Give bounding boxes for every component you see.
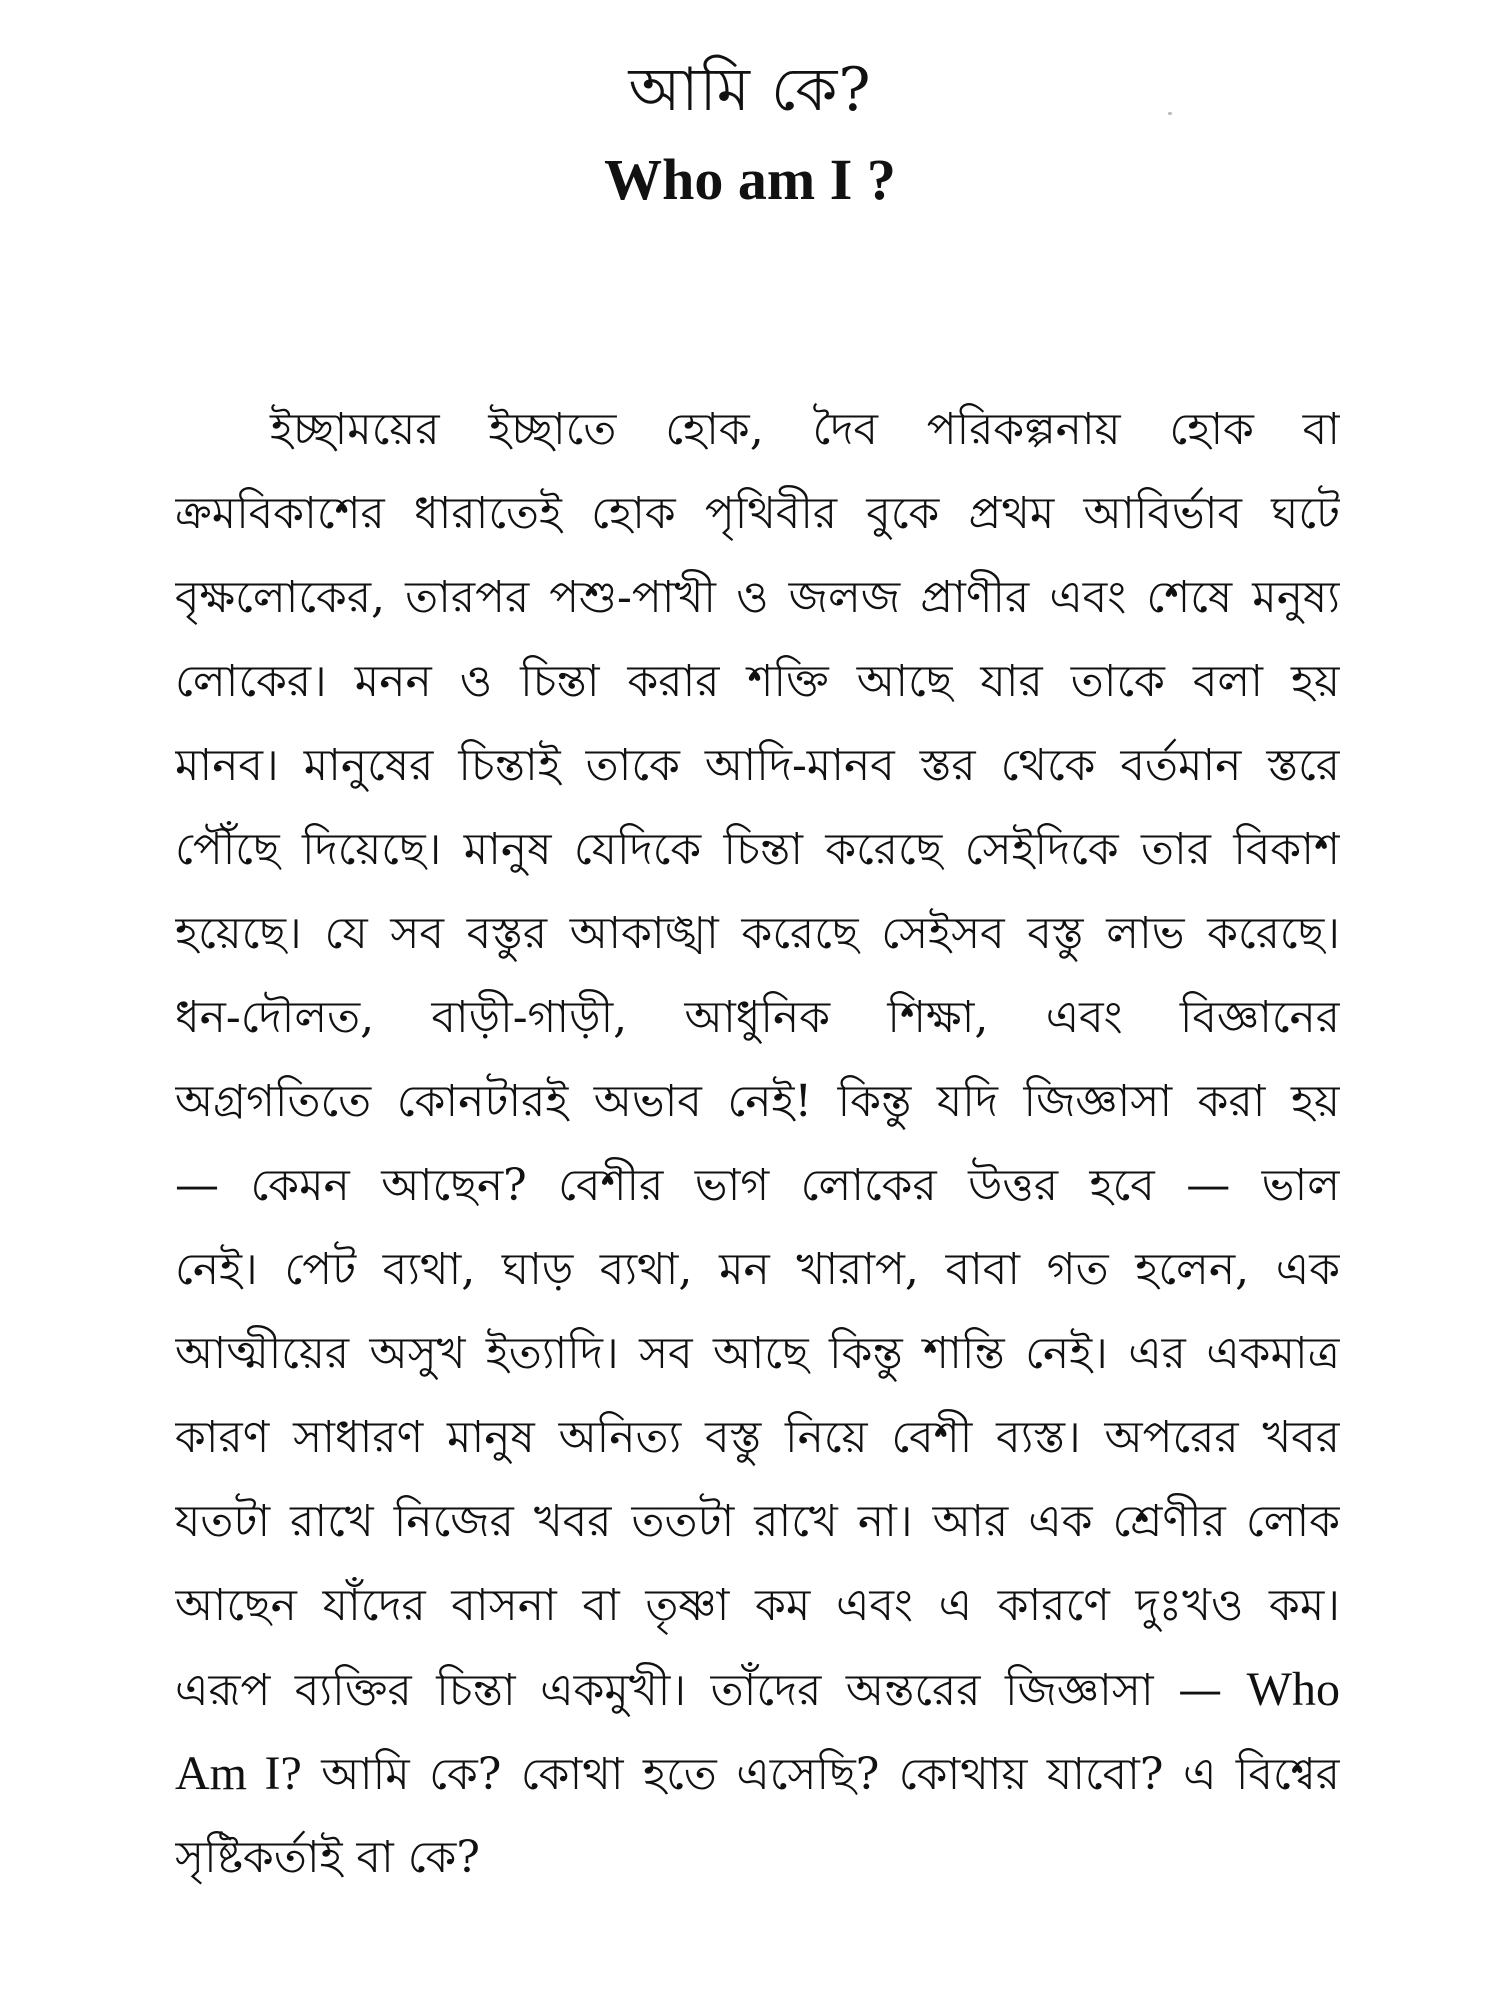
page-title-bengali: আমি কে? [628,55,872,125]
text-line-mixed [175,1648,1340,1732]
text-line: পৌঁছে দিয়েছে। মানুষ যেদিকে চিন্তা করেছে সেইদিকে তার বিকাশ [175,824,1340,875]
text-line: নেই। পেট ব্যথা, ঘাড় ব্যথা, মন খারাপ, বাবা গত হলেন, এক [175,1244,1340,1295]
text-line: ক্রমবিকাশের ধারাতেই হোক পৃথিবীর বুকে প্রথম আবির্ভাব ঘটে [175,488,1340,539]
text-line-mixed [175,1732,1340,1816]
text-segment-bengali: এরূপ ব্যক্তির চিন্তা একমুখী। তাঁদের অন্তরের জিজ্ঞাসা — [175,1665,1223,1716]
text-line: হয়েছে। যে সব বস্তুর আকাঙ্খা করেছে সেইসব বস্তু লাভ করেছে। [175,908,1340,959]
text-segment-english: Am I? [175,1747,302,1800]
text-segment-english: Who [1246,1663,1340,1716]
text-line: — কেমন আছেন? বেশীর ভাগ লোকের উত্তর হবে — ভাল [175,1160,1340,1211]
text-line: কারণ সাধারণ মানুষ অনিত্য বস্তু নিয়ে বেশী ব্যস্ত। অপরের খবর [175,1412,1340,1463]
text-segment-bengali: আমি কে? কোথা হতে এসেছি? কোথায় যাবো? এ বিশ্বের [321,1749,1340,1800]
page-title-english: Who am I ? [604,147,896,212]
body-paragraph [175,388,1340,1900]
text-line: ধন-দৌলত, বাড়ী-গাড়ী, আধুনিক শিক্ষা, এবং বিজ্ঞানের [175,992,1340,1043]
text-line: যতটা রাখে নিজের খবর ততটা রাখে না। আর এক শ্রেণীর লোক [175,1496,1340,1547]
text-line: ইচ্ছাময়ের ইচ্ছাতে হোক, দৈব পরিকল্পনায় হোক বা [270,404,1340,455]
text-line: লোকের। মনন ও চিন্তা করার শক্তি আছে যার তাকে বলা হয় [175,656,1340,707]
text-line: অগ্রগতিতে কোনটারই অভাব নেই! কিন্তু যদি জিজ্ঞাসা করা হয় [175,1076,1340,1127]
text-line: মানব। মানুষের চিন্তাই তাকে আদি-মানব স্তর থেকে বর্তমান স্তরে [175,740,1340,791]
text-line: সৃষ্টিকর্তাই বা কে? [175,1832,480,1883]
text-line: বৃক্ষলোকের, তারপর পশু-পাখী ও জলজ প্রাণীর এবং শেষে মনুষ্য [175,572,1340,623]
text-line: আছেন যাঁদের বাসনা বা তৃষ্ণা কম এবং এ কারণে দুঃখও কম। [175,1580,1340,1631]
text-line: আত্মীয়ের অসুখ ইত্যাদি। সব আছে কিন্তু শান্তি নেই। এর একমাত্র [175,1328,1340,1379]
